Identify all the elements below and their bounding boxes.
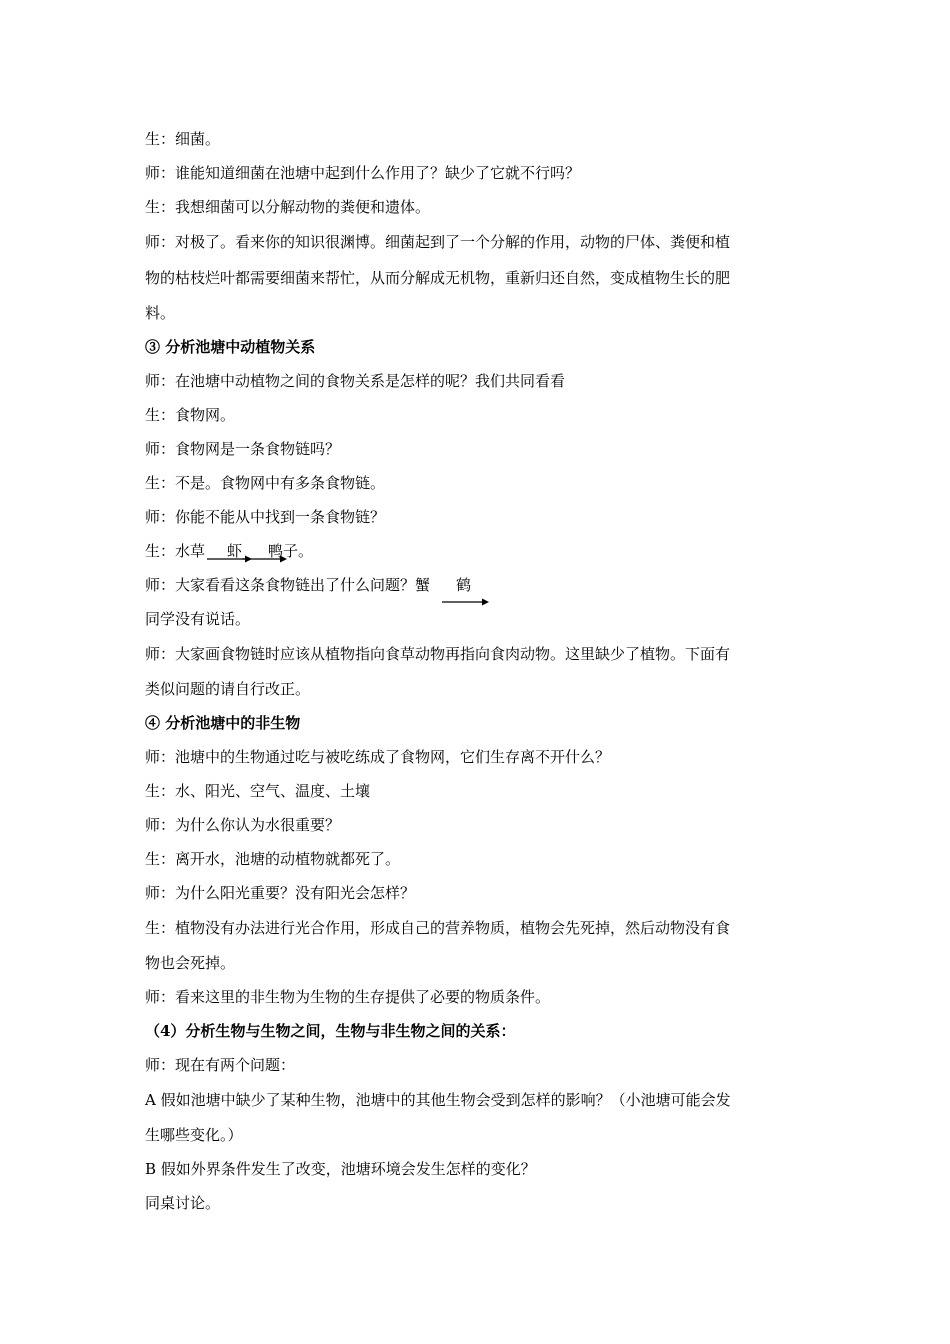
dialogue-line: 师：为什么阳光重要？没有阳光会怎样？	[145, 884, 416, 902]
document-page	[145, 122, 805, 1220]
dialogue-line: 师：大家画食物链时应该从植物指向食草动物再指向食肉动物。这里缺少了植物。下面有	[145, 645, 731, 663]
food-chain-prefix: 生：水草	[145, 542, 206, 560]
food-chain-line	[145, 534, 805, 568]
food-chain-prefix: 师：大家看看这条食物链出了什么问题？蟹	[145, 576, 431, 594]
section-heading: ④ 分析池塘中的非生物	[145, 714, 301, 732]
dialogue-line: 师：食物网是一条食物链吗？	[145, 440, 341, 458]
question-line: A 假如池塘中缺少了某种生物，池塘中的其他生物会受到怎样的影响？（小池塘可能会发	[145, 1091, 731, 1109]
dialogue-line: 生：不是。食物网中有多条食物链。	[145, 474, 386, 492]
dialogue-line: 师：谁能知道细菌在池塘中起到什么作用了？缺少了它就不行吗？	[145, 164, 581, 182]
dialogue-line: 同学没有说话。	[145, 610, 251, 628]
dialogue-line: 师：现在有两个问题：	[145, 1056, 296, 1074]
question-line-continued: 生哪些变化。）	[145, 1126, 243, 1144]
dialogue-line-continued: 物也会死掉。	[145, 954, 236, 972]
dialogue-line: 师：池塘中的生物通过吃与被吃练成了食物网，它们生存离不开什么？	[145, 748, 611, 766]
section-heading: （4）分析生物与生物之间，生物与非生物之间的关系：	[145, 1022, 516, 1040]
dialogue-line: 生：植物没有办法进行光合作用，形成自己的营养物质，植物会先死掉，然后动物没有食	[145, 919, 731, 937]
dialogue-line: 生：离开水，池塘的动植物就都死了。	[145, 850, 401, 868]
dialogue-line: 同桌讨论。	[145, 1194, 221, 1212]
dialogue-line: 生：我想细菌可以分解动物的粪便和遗体。	[145, 198, 431, 216]
dialogue-line: 师：你能不能从中找到一条食物链？	[145, 508, 386, 526]
dialogue-line-continued: 物的枯枝烂叶都需要细菌来帮忙，从而分解成无机物，重新归还自然，变成植物生长的肥	[145, 269, 731, 287]
food-chain-item: 鹤	[456, 576, 472, 594]
dialogue-line: 师：在池塘中动植物之间的食物关系是怎样的呢？我们共同看看	[145, 372, 566, 390]
dialogue-line: 生：食物网。	[145, 406, 236, 424]
dialogue-line: 生：水、阳光、空气、温度、土壤	[145, 782, 371, 800]
question-line: B 假如外界条件发生了改变，池塘环境会发生怎样的变化？	[145, 1160, 536, 1178]
food-chain-item: 虾	[227, 542, 243, 560]
dialogue-line: 师：对极了。看来你的知识很渊博。细菌起到了一个分解的作用，动物的尸体、粪便和植	[145, 233, 731, 251]
dialogue-line: 师：为什么你认为水很重要？	[145, 816, 341, 834]
dialogue-line: 师：看来这里的非生物为生物的生存提供了必要的物质条件。	[145, 988, 551, 1006]
dialogue-line: 生：细菌。	[145, 130, 221, 148]
dialogue-line-continued: 类似问题的请自行改正。	[145, 680, 311, 698]
food-chain-line	[145, 568, 805, 602]
food-chain-item: 鸭子。	[268, 542, 314, 560]
section-heading: ③ 分析池塘中动植物关系	[145, 338, 316, 356]
dialogue-line-continued: 料。	[145, 304, 176, 322]
